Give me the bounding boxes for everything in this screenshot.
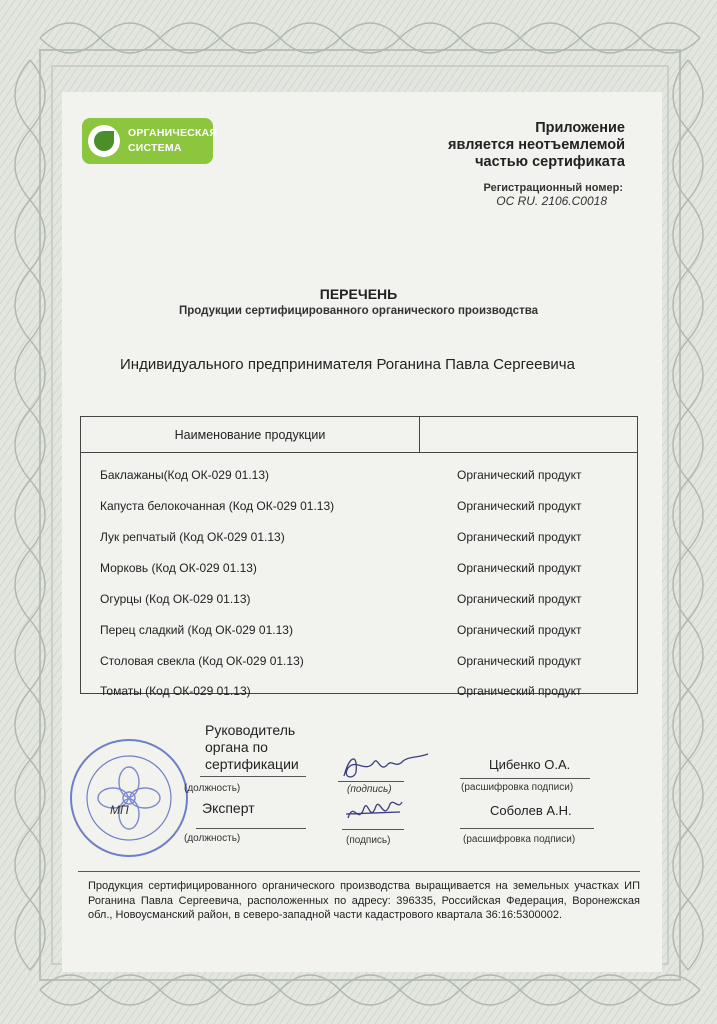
logo-line1: ОРГАНИЧЕСКАЯ — [128, 127, 218, 139]
product-name: Баклажаны(Код ОК-029 01.13) — [100, 468, 269, 482]
expert-decoding-line — [460, 828, 594, 829]
expert-decoding-label: (расшифровка подписи) — [463, 834, 576, 845]
head-signature — [336, 748, 432, 784]
table-row — [81, 654, 637, 674]
entrepreneur-name: Индивидуального предпринимателя Роганина Павла Сергеевича — [120, 356, 575, 373]
head-name: Цибенко О.А. — [489, 757, 571, 772]
appendix-line1: Приложение — [535, 120, 625, 136]
product-name: Столовая свекла (Код ОК-029 01.13) — [100, 654, 304, 668]
logo-line2: СИСТЕМА — [128, 142, 182, 154]
appendix-line3: частью сертификата — [475, 154, 625, 170]
column-divider — [419, 417, 420, 452]
head-signature-label: (подпись) — [347, 784, 392, 795]
table-row — [81, 623, 637, 643]
product-status: Органический продукт — [457, 499, 582, 513]
table-row — [81, 592, 637, 612]
product-status: Органический продукт — [457, 684, 582, 698]
registration-number: ОС RU. 2106.С0018 — [496, 194, 607, 208]
product-name: Томаты (Код ОК-029 01.13) — [100, 684, 251, 698]
document-title: ПЕРЕЧЕНЬ — [319, 286, 398, 302]
document-subtitle: Продукции сертифицированного органического производства — [178, 305, 539, 317]
registration-label: Регистрационный номер: — [483, 182, 623, 194]
head-title-line3: сертификации — [205, 756, 299, 772]
expert-position-label: (должность) — [184, 833, 241, 844]
table-row — [81, 530, 637, 550]
leaf-icon — [94, 131, 114, 151]
expert-name: Соболев А.Н. — [490, 803, 572, 818]
organic-system-logo — [82, 118, 218, 164]
round-stamp — [68, 737, 190, 859]
expert-signature — [344, 796, 404, 830]
appendix-note — [448, 120, 625, 171]
head-position-label: (должность) — [184, 783, 241, 794]
mp-label: МП — [110, 803, 129, 817]
table-row — [81, 468, 637, 488]
product-status: Органический продукт — [457, 530, 582, 544]
head-position-line — [200, 776, 306, 777]
appendix-line2: является неотъемлемой — [448, 137, 625, 153]
table-row — [81, 561, 637, 581]
product-name: Перец сладкий (Код ОК-029 01.13) — [100, 623, 293, 637]
product-name: Морковь (Код ОК-029 01.13) — [100, 561, 257, 575]
expert-title: Эксперт — [202, 800, 255, 816]
table-row — [81, 684, 637, 704]
expert-position-line — [196, 828, 306, 829]
product-name: Капуста белокочанная (Код ОК-029 01.13) — [100, 499, 335, 513]
product-name: Огурцы (Код ОК-029 01.13) — [100, 592, 251, 606]
product-status: Органический продукт — [457, 592, 582, 606]
products-table — [80, 416, 638, 698]
product-status: Органический продукт — [457, 654, 582, 668]
head-signature-line — [338, 781, 404, 782]
footer-divider — [78, 871, 640, 872]
product-status: Органический продукт — [457, 561, 582, 575]
product-name: Лук репчатый (Код ОК-029 01.13) — [100, 530, 285, 544]
header-divider — [81, 452, 637, 453]
head-decoding-label: (расшифровка подписи) — [461, 782, 574, 793]
table-row — [81, 499, 637, 519]
product-status: Органический продукт — [457, 623, 582, 637]
expert-signature-label: (подпись) — [346, 835, 391, 846]
head-decoding-line — [460, 778, 590, 779]
product-status: Органический продукт — [457, 468, 582, 482]
footer-note: Продукция сертифицированного органического производства выращивается на земельных участках ИП Роганина Павла Сергеевича, расположенных по адресу: 396335, Российская Федерация, Воронежская обл., Новоусманский район, в северо-западной части кадастрового квартала 36:16:5300002. — [88, 880, 640, 921]
head-title-line1: Руководитель — [205, 722, 296, 738]
expert-signature-line — [342, 829, 404, 830]
logo-text — [128, 126, 218, 156]
head-title — [205, 722, 299, 773]
head-title-line2: органа по — [205, 739, 268, 755]
table-header-product-name: Наименование продукции — [174, 428, 326, 442]
